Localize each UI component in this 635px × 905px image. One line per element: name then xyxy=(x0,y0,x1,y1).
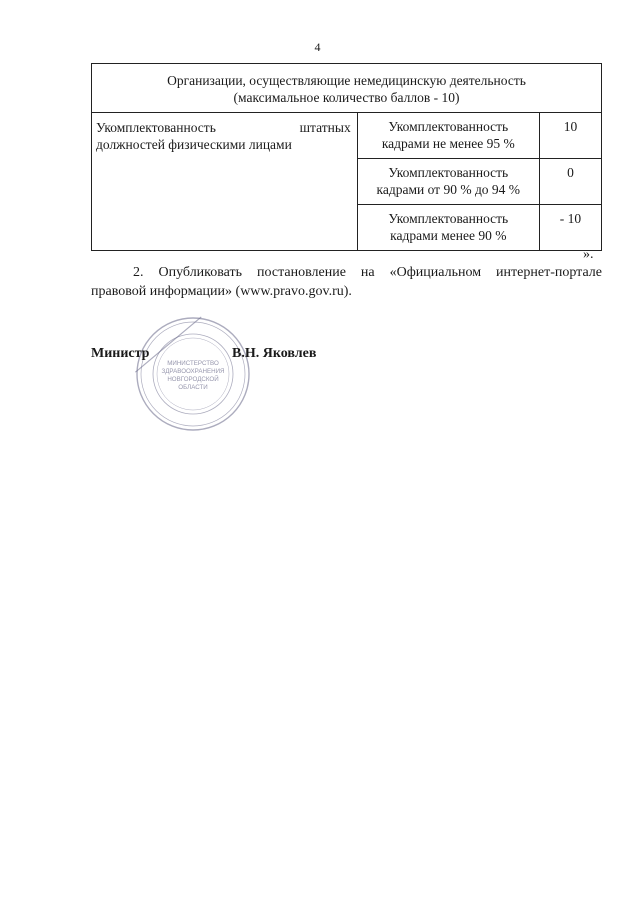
score-cell: 0 xyxy=(539,159,601,205)
condition-cell xyxy=(357,205,539,251)
condition-line-1: Укомплектованность xyxy=(388,211,509,226)
criterion-word-1: Укомплектованность xyxy=(96,120,216,135)
criterion-line-1 xyxy=(96,119,351,136)
seal-text-line-3: НОВГОРОДСКОЙ xyxy=(167,376,219,383)
table-row xyxy=(92,113,602,159)
criteria-table xyxy=(91,63,602,251)
signatory-title: Министр xyxy=(91,346,150,361)
score-cell: 10 xyxy=(539,113,601,159)
table-header-row xyxy=(92,64,602,113)
score-cell: - 10 xyxy=(539,205,601,251)
signatory-name: В.Н. Яковлев xyxy=(232,346,317,361)
condition-cell xyxy=(357,159,539,205)
criterion-cell xyxy=(92,113,358,251)
criterion-line-2: должностей физическими лицами xyxy=(96,137,292,152)
table-header-line-1: Организации, осуществляющие немедицинскую деятельность xyxy=(167,73,526,88)
seal-text-line-1: МИНИСТЕРСТВО xyxy=(167,360,219,367)
seal-text-line-2: ЗДРАВООХРАНЕНИЯ xyxy=(161,368,225,375)
table-header-line-2: (максимальное количество баллов - 10) xyxy=(233,90,460,105)
condition-line-1: Укомплектованность xyxy=(388,119,509,134)
condition-line-1: Укомплектованность xyxy=(388,165,509,180)
table-header-cell xyxy=(92,64,602,113)
page-number: 4 xyxy=(314,40,321,54)
closing-quote: ». xyxy=(583,247,594,262)
condition-cell xyxy=(357,113,539,159)
condition-line-2: кадрами менее 90 % xyxy=(390,228,507,243)
condition-line-2: кадрами не менее 95 % xyxy=(381,136,515,151)
criterion-word-2: штатных xyxy=(299,120,351,135)
publication-paragraph: 2. Опубликовать постановление на «Официальном интернет-портале правовой информации» (www.pravo.gov.ru). xyxy=(91,265,602,299)
condition-line-2: кадрами от 90 % до 94 % xyxy=(376,182,521,197)
seal-text-line-4: ОБЛАСТИ xyxy=(178,384,208,391)
official-seal xyxy=(134,315,252,433)
